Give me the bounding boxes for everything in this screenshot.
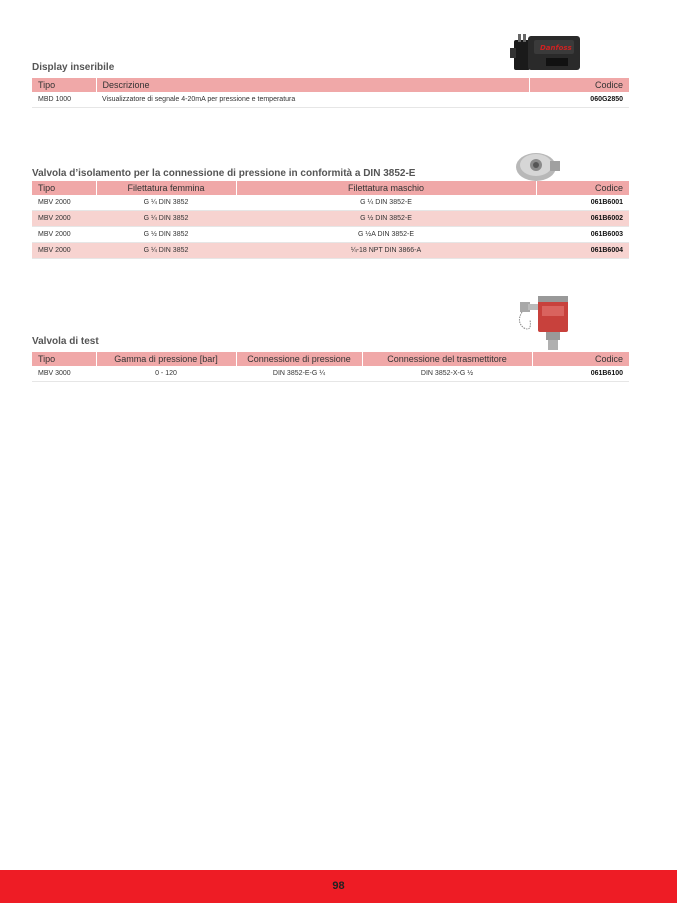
col-header-codice: Codice <box>536 181 629 195</box>
cell-tipo: MBV 2000 <box>32 227 96 243</box>
cell-gamma-pressione: 0 - 120 <box>96 366 236 382</box>
col-header-tipo: Tipo <box>32 352 96 366</box>
table-row <box>32 227 629 243</box>
cell-tipo: MBV 2000 <box>32 195 96 211</box>
cell-filettatura-femmina: G ½ DIN 3852 <box>96 227 236 243</box>
cell-filettatura-maschio: G ½A DIN 3852-E <box>236 227 536 243</box>
section-title: Valvola di test <box>32 336 99 347</box>
col-header-filettatura-femmina: Filettatura femmina <box>96 181 236 195</box>
cell-connessione-pressione: DIN 3852-E-G ¼ <box>236 366 362 382</box>
cell-connessione-trasmettitore: DIN 3852-X-G ½ <box>362 366 532 382</box>
table-row <box>32 366 629 382</box>
col-header-descrizione: Descrizione <box>96 78 529 92</box>
cell-codice: 061B6002 <box>536 211 629 227</box>
cell-tipo: MBV 2000 <box>32 243 96 259</box>
table-header-row <box>32 78 629 92</box>
col-header-connessione-pressione: Connessione di pressione <box>236 352 362 366</box>
isolation-valve-table <box>32 181 629 259</box>
cell-tipo: MBV 2000 <box>32 211 96 227</box>
cell-codice: 061B6100 <box>532 366 629 382</box>
cell-filettatura-maschio: G ¼ DIN 3852-E <box>236 195 536 211</box>
section-title: Valvola d’isolamento per la connessione di pressione in conformità a DIN 3852-E <box>32 168 416 179</box>
display-table <box>32 78 629 108</box>
section-title: Display inseribile <box>32 62 115 73</box>
test-valve-image <box>512 292 576 354</box>
cell-tipo: MBD 1000 <box>32 92 96 108</box>
table-header-row <box>32 352 629 366</box>
table-header-row <box>32 181 629 195</box>
col-header-filettatura-maschio: Filettatura maschio <box>236 181 536 195</box>
cell-descrizione: Visualizzatore di segnale 4-20mA per pressione e temperatura <box>96 92 529 108</box>
cell-codice: 061B6004 <box>536 243 629 259</box>
cell-codice: 061B6001 <box>536 195 629 211</box>
cell-filettatura-femmina: G ¼ DIN 3852 <box>96 243 236 259</box>
col-header-gamma-pressione: Gamma di pressione [bar] <box>96 352 236 366</box>
cell-filettatura-femmina: G ¼ DIN 3852 <box>96 195 236 211</box>
cell-codice: 061B6003 <box>536 227 629 243</box>
table-row <box>32 195 629 211</box>
table-row <box>32 243 629 259</box>
col-header-tipo: Tipo <box>32 78 96 92</box>
table-row <box>32 92 629 108</box>
page-number: 98 <box>332 880 345 892</box>
cell-filettatura-femmina: G ¼ DIN 3852 <box>96 211 236 227</box>
page-footer <box>0 870 677 903</box>
col-header-tipo: Tipo <box>32 181 96 195</box>
display-product-image <box>510 30 590 78</box>
svg-text:Danfoss: Danfoss <box>540 44 572 52</box>
cell-filettatura-maschio: ¼-18 NPT DIN 3866-A <box>236 243 536 259</box>
col-header-codice: Codice <box>532 352 629 366</box>
test-valve-table <box>32 352 629 382</box>
cell-codice: 060G2850 <box>529 92 629 108</box>
col-header-codice: Codice <box>529 78 629 92</box>
col-header-connessione-trasmettitore: Connessione del trasmettitore <box>362 352 532 366</box>
table-row <box>32 211 629 227</box>
cell-filettatura-maschio: G ½ DIN 3852-E <box>236 211 536 227</box>
cell-tipo: MBV 3000 <box>32 366 96 382</box>
isolation-valve-image <box>510 147 566 185</box>
